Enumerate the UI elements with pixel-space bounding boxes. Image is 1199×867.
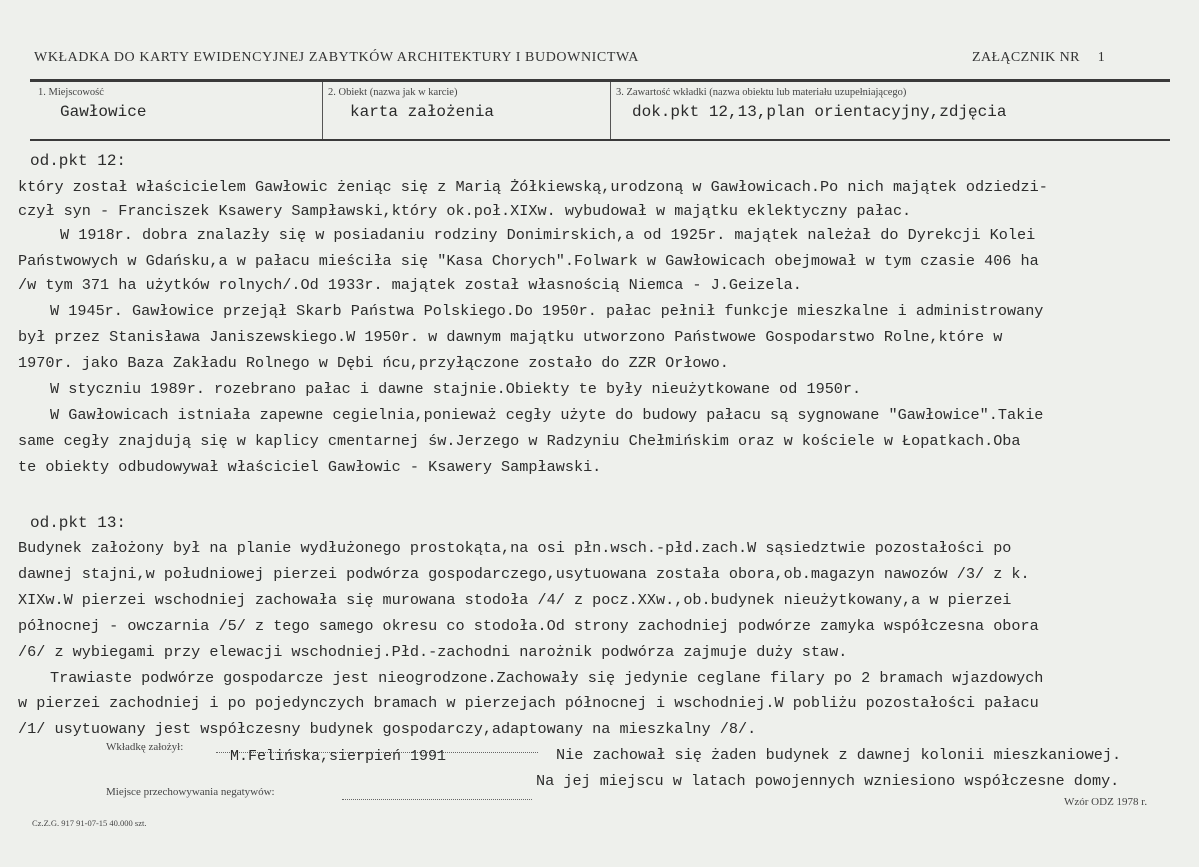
text-line: /1/ usytuowany jest współczesny budynek gospodarczy,adaptowany na mieszkalny /8/. bbox=[18, 720, 757, 738]
print-info: Cz.Z.G. 917 91-07-15 40.000 szt. bbox=[32, 818, 147, 828]
text-line: W styczniu 1989r. rozebrano pałac i dawne stajnie.Obiekty te były nieużytkowane od 1950r. bbox=[50, 380, 862, 398]
form-title: WKŁADKA DO KARTY EWIDENCYJNEJ ZABYTKÓW ARCHITEKTURY I BUDOWNICTWA bbox=[34, 50, 639, 65]
text-line: który został właścicielem Gawłowic żeniąc się z Marią Żółkiewską,urodzoną w Gawłowicach.Po nich majątek odziedzi- bbox=[18, 178, 1048, 196]
text-line: Nie zachował się żaden budynek z dawnej kolonii mieszkaniowej. bbox=[556, 746, 1122, 764]
text-line: same cegły znajdują się w kaplicy cmentarnej św.Jerzego w Radzyniu Chełmińskim oraz w kościele w Łopatkach.Oba bbox=[18, 432, 1021, 450]
header-rule-top bbox=[30, 79, 1170, 82]
field-1-label: 1. Miejscowość bbox=[38, 87, 104, 98]
text-line: Trawiaste podwórze gospodarcze jest nieogrodzone.Zachowały się jedynie ceglane filary po 2 bramach wjazdowych bbox=[50, 669, 1044, 687]
text-line: W 1918r. dobra znalazły się w posiadaniu rodziny Donimirskich,a od 1925r. majątek należał do Dyrekcji Kolei bbox=[60, 226, 1036, 244]
field-2-value: karta założenia bbox=[350, 103, 495, 121]
text-line: Na jej miejscu w latach powojennych wzniesiono współczesne domy. bbox=[536, 772, 1120, 790]
text-line: te obiekty odbudowywał właściciel Gawłowic - Ksawery Sampławski. bbox=[18, 458, 602, 476]
header-rule-bottom bbox=[30, 139, 1170, 141]
field-3-value: dok.pkt 12,13,plan orientacyjny,zdjęcia bbox=[632, 103, 1007, 121]
text-line: Budynek założony był na planie wydłużonego prostokąta,na osi płn.wsch.-płd.zach.W sąsiedztwie pozostałości po bbox=[18, 539, 1012, 557]
section-heading-13: od.pkt 13: bbox=[30, 514, 127, 532]
annex-number: 1 bbox=[1097, 50, 1106, 65]
storage-dotted-line bbox=[342, 799, 532, 800]
annex-label bbox=[972, 50, 1105, 66]
text-line: XIXw.W pierzei wschodniej zachowała się murowana stodoła /4/ z pocz.XXw.,ob.budynek nieużytkowany,a w pierzei bbox=[18, 591, 1012, 609]
text-line: /w tym 371 ha użytków rolnych/.Od 1933r. majątek został własnością Niemca - J.Geizela. bbox=[18, 276, 802, 294]
field-3-label: 3. Zawartość wkładki (nazwa obiektu lub materiału uzupełniającego) bbox=[616, 87, 907, 98]
text-line: był przez Stanisława Janiszewskiego.W 1950r. w dawnym majątku utworzono Państwowe Gospodarstwo Rolne,które w bbox=[18, 328, 1003, 346]
text-line: W Gawłowicach istniała zapewne cegielnia,ponieważ cegły użyte do budowy pałacu są sygnowane "Gawłowice".Takie bbox=[50, 406, 1044, 424]
text-line: dawnej stajni,w południowej pierzei podwórza gospodarczego,usytuowana została obora,ob.magazyn nawozów /3/ z k. bbox=[18, 565, 1030, 583]
storage-label: Miejsce przechowywania negatywów: bbox=[106, 786, 275, 798]
annex-label-text: ZAŁĄCZNIK NR bbox=[972, 50, 1080, 65]
model-label: Wzór ODZ 1978 r. bbox=[1064, 796, 1148, 808]
field-divider-2 bbox=[610, 82, 611, 139]
text-line: w pierzei zachodniej i po pojedynczych bramach w pierzejach północnej i wschodniej.W pobliżu pozostałości pałacu bbox=[18, 694, 1039, 712]
text-line: Państwowych w Gdańsku,a w pałacu mieściła się "Kasa Chorych".Folwark w Gawłowicach obejmował w tym czasie 406 ha bbox=[18, 252, 1039, 270]
text-line: 1970r. jako Baza Zakładu Rolnego w Dębi ńcu,przyłączone zostało do ZZR Orłowo. bbox=[18, 354, 729, 372]
text-line: czył syn - Franciszek Ksawery Sampławski,który ok.poł.XIXw. wybudował w majątku eklektyczny pałac. bbox=[18, 202, 912, 220]
text-line: /6/ z wybiegami przy elewacji wschodniej.Płd.-zachodni narożnik podwórza zajmuje duży staw. bbox=[18, 643, 848, 661]
author-label: Wkładkę założył: bbox=[106, 741, 184, 753]
field-divider-1 bbox=[322, 82, 323, 139]
author-value: M.Felińska,sierpień 1991 bbox=[230, 748, 447, 765]
text-line: północnej - owczarnia /5/ z tego samego okresu co stodoła.Od strony zachodniej podwórze zamyka współczesna obora bbox=[18, 617, 1039, 635]
field-1-value: Gawłowice bbox=[60, 103, 147, 121]
text-line: W 1945r. Gawłowice przejął Skarb Państwa Polskiego.Do 1950r. pałac pełnił funkcje mieszkalne i administrowany bbox=[50, 302, 1044, 320]
section-heading-12: od.pkt 12: bbox=[30, 152, 127, 170]
field-2-label: 2. Obiekt (nazwa jak w karcie) bbox=[328, 87, 458, 98]
